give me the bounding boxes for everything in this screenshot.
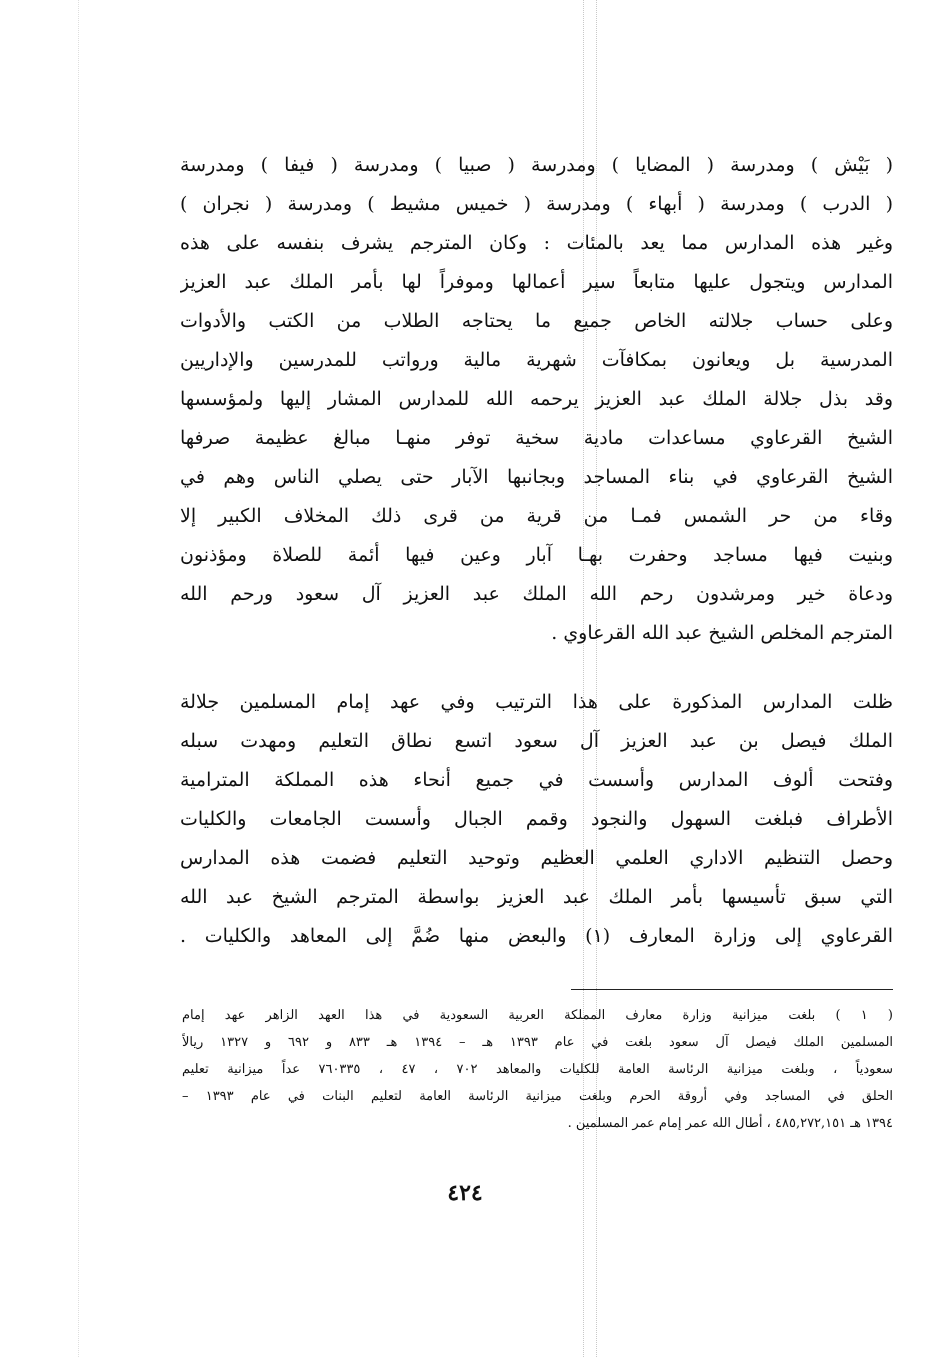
text-line: ( بَيْش ) ومدرسة ( المضايا ) ومدرسة ( صبيا ) ومدرسة ( فيفا ) ومدرسة	[180, 154, 893, 176]
paragraph-1	[180, 146, 893, 653]
text-line: وغير هذه المدارس مما يعد بالمئات : وكان المترجم يشرف بنفسه على هذه	[180, 232, 893, 254]
text-line: القرعاوي إلى وزارة المعارف (١) والبعض منها ضُمَّ إلى المعاهد والكليات .	[180, 925, 893, 947]
scan-guide-line	[78, 0, 79, 1357]
footnote-line: ١٣٩٤ هـ ٤٨٥,٢٧٢,١٥١ ، أطال الله عمر إمام عمر المسلمين .	[567, 1116, 893, 1131]
footnote-line: سعودياً ، وبلغت ميزانية الرئاسة العامة للكليات والمعاهد ٧٠٢ ، ٤٧ ، ٧٦٠٣٣٥ عداً ميزانية تعليم	[182, 1062, 893, 1077]
text-line: الشيخ القرعاوي في بناء المساجد وبجانبها الآبار حتى يصلي الناس وهم في	[180, 466, 893, 488]
text-line: الأطراف فبلغت السهول والنجود وقمم الجبال وأسست الجامعات والكليات	[180, 808, 893, 830]
text-line: المدرسية بل ويعانون بمكافآت شهرية مالية ورواتب للمدرسين والإداريين	[180, 349, 893, 371]
text-line: وقد بذل جلالة الملك عبد العزيز يرحمه الله للمدارس المشار إليها ولمؤسسها	[180, 388, 893, 410]
text-line: وحصل التنظيم الاداري العلمي العظيم وتوحيد التعليم فضمت هذه المدارس	[180, 847, 893, 869]
text-line: ( الدرب ) ومدرسة ( أبهاء ) ومدرسة ( خميس مشيط ) ومدرسة ( نجران )	[180, 193, 893, 215]
text-line: التي سبق تأسيسها بأمر الملك عبد العزيز بواسطة المترجم الشيخ عبد الله	[180, 886, 893, 908]
page-number: ٤٢٤	[447, 1180, 483, 1206]
text-line: ظلت المدارس المذكورة على هذا الترتيب وفي عهد إمام المسلمين جلالة	[180, 691, 893, 713]
paragraph-2	[180, 683, 893, 956]
footnote-line: الحلق في المساجد وفي أروقة الحرم وبلغت ميزانية الرئاسة العامة لتعليم البنات في عام ١٣٩٣ –	[182, 1089, 893, 1104]
text-line: المترجم المخلص الشيخ عبد الله القرعاوي .	[551, 622, 893, 644]
footnote-separator	[571, 989, 893, 990]
text-line: وفتحت ألوف المدارس وأسست في جميع أنحاء هذه المملكة المترامية	[180, 769, 893, 791]
text-line: المدارس ويتجول عليها متابعاً سير أعمالها وموفراً لها بأمر الملك عبد العزيز	[180, 271, 893, 293]
footnote	[182, 1002, 893, 1137]
footnote-line: ( ١ ) بلغت ميزانية وزارة معارف المملكة العربية السعودية في هذا العهد الزاهر عهد إمام	[182, 1008, 893, 1023]
text-line: وعلى حساب جلالته الخاص جميع ما يحتاجه الطلاب من الكتب والأدوات	[180, 310, 893, 332]
text-line: الملك فيصل بن عبد العزيز آل سعود اتسع نطاق التعليم ومهدت سبله	[180, 730, 893, 752]
footnote-line: المسلمين الملك فيصل آل سعود بلغت في عام ١٣٩٣ هـ – ١٣٩٤ هـ ٨٣٣ و ٦٩٢ و ١٣٢٧ ريالاً	[182, 1035, 893, 1050]
text-line: ودعاة خير ومرشدون رحم الله الملك عبد العزيز آل سعود ورحم الله	[180, 583, 893, 605]
text-line: الشيخ القرعاوي مساعدات مادية سخية توفر منهـا مبالغ عظيمة صرفها	[180, 427, 893, 449]
text-line: وبنيت فيها مساجد وحفرت بهـا آبار وعين فيها أئمة للصلاة ومؤذنون	[180, 544, 893, 566]
text-line: وقاء من حر الشمس فمـا من قرية من قرى ذلك المخلاف الكبير إلا	[180, 505, 893, 527]
